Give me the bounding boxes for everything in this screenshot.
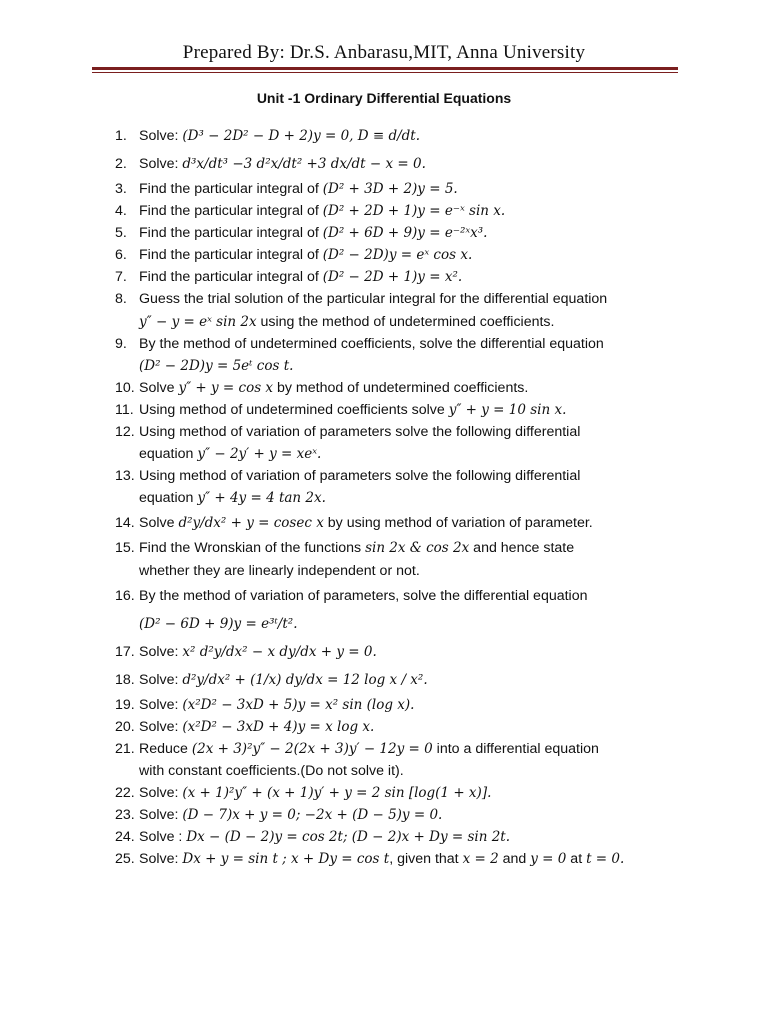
question-text: with constant coefficients.(Do not solve it). [139,762,404,779]
question-text: by method of undetermined coefficients. [273,379,529,396]
question-text: equation [139,446,198,463]
question-item [115,244,675,266]
question-math: (x²D² − 3xD + 4)y = x log x. [182,718,375,735]
question-item [115,288,675,332]
question-item [115,804,675,826]
question-number: 11. [115,401,134,418]
question-math: d²y/dx² + y = cosec x [178,515,324,532]
question-text: Using method of variation of parameters solve the following differential [139,424,581,441]
question-number: 24. [115,829,135,846]
question-number: 13. [115,468,135,485]
header-rule-thick [92,67,678,70]
question-number: 17. [115,643,135,660]
question-text: Solve: [139,718,183,735]
question-text: Guess the trial solution of the particular integral for the differential equation [139,291,608,308]
question-text: Solve: [139,128,183,144]
question-math: (2x + 3)²y″ − 2(2x + 3)y′ − 12y = 0 [191,740,433,757]
question-number: 4. [115,203,127,220]
question-number: 2. [115,156,127,172]
question-number: 7. [115,269,127,286]
question-item [115,694,675,716]
question-item [115,178,675,200]
question-number: 22. [115,784,135,801]
question-text: By the method of undetermined coefficients, solve the differential equation [139,335,604,352]
question-item [115,222,675,244]
question-number: 1. [115,128,127,144]
question-number: 9. [115,335,127,352]
question-number: 18. [115,671,135,688]
question-text: Find the Wronskian of the functions [139,540,366,557]
question-text: Solve: [139,807,183,824]
question-math: Dx + y = sin t ; x + Dy = cos t [182,851,390,868]
question-math: (D² − 2D)y = 5eᵗ cos t. [139,357,294,374]
question-item [115,150,675,178]
question-text: Solve: [139,156,183,172]
question-text: Using method of undetermined coefficients solve [139,401,449,418]
question-math: (D² − 6D + 9)y = e³ᵗ/t². [139,615,298,632]
question-number: 20. [115,718,135,735]
question-item [115,465,675,509]
question-item [115,377,675,399]
question-math: t = 0. [586,851,625,868]
question-number: 25. [115,851,135,868]
question-text: Reduce [139,740,192,757]
page-header: Prepared By: Dr.S. Anbarasu,MIT, Anna University [182,42,586,63]
question-item [115,716,675,738]
question-text: at [566,851,587,868]
question-text: Solve [139,515,179,532]
question-number: 19. [115,696,135,713]
question-text: Solve: [139,696,183,713]
question-item [115,738,675,782]
question-math: (D² − 2D)y = eˣ cos x. [322,247,473,264]
question-math: (D³ − 2D² − D + 2)y = 0, D ≡ d/dt. [182,128,421,144]
question-number: 23. [115,807,135,824]
question-item [115,200,675,222]
question-item [115,848,675,870]
question-math: (x + 1)²y″ + (x + 1)y′ + y = 2 sin [log(1 + x)]. [182,784,492,801]
question-number: 12. [115,424,135,441]
question-text: By the method of variation of parameters, solve the differential equation [139,587,588,604]
question-math: (D² + 6D + 9)y = e⁻²ˣx³. [322,225,488,242]
question-item [115,582,675,638]
question-item [115,509,675,537]
question-text: Find the particular integral of [139,181,323,197]
question-text: Find the particular integral of [139,269,323,286]
question-item [115,266,675,288]
question-number: 6. [115,247,127,264]
question-text: equation [139,490,198,507]
question-number: 3. [115,181,127,197]
question-text: Find the particular integral of [139,247,323,264]
question-list [115,122,675,870]
question-text: Solve : [139,829,187,846]
question-math: y″ + 4y = 4 tan 2x. [197,490,326,507]
question-number: 16. [115,587,135,604]
question-math: d²y/dx² + (1/x) dy/dx = 12 log x / x². [182,671,428,688]
question-math: y″ + y = 10 sin x. [448,401,567,418]
question-text: Find the particular integral of [139,225,323,242]
question-math: x = 2 [462,851,499,868]
question-text: Solve: [139,671,183,688]
question-text: Solve: [139,784,183,801]
question-text: Solve [139,379,179,396]
question-text: , given that [389,851,463,868]
question-math: (D² + 3D + 2)y = 5. [322,181,458,197]
question-text: Solve: [139,851,183,868]
question-item [115,782,675,804]
question-text: into a differential equation [432,740,599,757]
question-number: 21. [115,740,135,757]
question-text: and hence state [469,540,575,557]
question-math: sin 2x & cos 2x [365,540,470,557]
question-text: Solve: [139,643,183,660]
question-math: Dx − (D − 2)y = cos 2t; (D − 2)x + Dy = sin 2t. [186,829,511,846]
question-text: Using method of variation of parameters solve the following differential [139,468,581,485]
question-text: whether they are linearly independent or not. [139,562,420,579]
header-rule-thin [92,72,678,73]
question-math: y″ − 2y′ + y = xeˣ. [197,446,322,463]
question-math: y″ − y = eˣ sin 2x [139,313,257,330]
question-text: and [498,851,531,868]
question-item [115,666,675,694]
question-math: (D − 7)x + y = 0; −2x + (D − 5)y = 0. [182,807,443,824]
question-item [115,333,675,377]
question-math: y = 0 [530,851,567,868]
question-item [115,638,675,666]
question-number: 15. [115,540,135,557]
question-number: 14. [115,515,135,532]
question-math: (x²D² − 3xD + 5)y = x² sin (log x). [182,696,415,713]
question-text: using the method of undetermined coefficients. [256,313,555,330]
question-math: x² d²y/dx² − x dy/dx + y = 0. [182,643,377,660]
question-math: d³x/dt³ −3 d²x/dt² +3 dx/dt − x = 0. [182,156,426,172]
question-item [115,122,675,150]
question-number: 8. [115,291,127,308]
question-math: (D² + 2D + 1)y = e⁻ˣ sin x. [322,203,506,220]
question-math: (D² − 2D + 1)y = x². [322,269,463,286]
question-item [115,421,675,465]
page-title: Unit -1 Ordinary Differential Equations [256,90,512,106]
question-item [115,399,675,421]
question-number: 10. [115,379,135,396]
question-item [115,537,675,581]
question-math: y″ + y = cos x [178,379,274,396]
question-text: by using method of variation of parameter. [323,515,593,532]
question-item [115,826,675,848]
question-text: Find the particular integral of [139,203,323,220]
question-number: 5. [115,225,127,242]
